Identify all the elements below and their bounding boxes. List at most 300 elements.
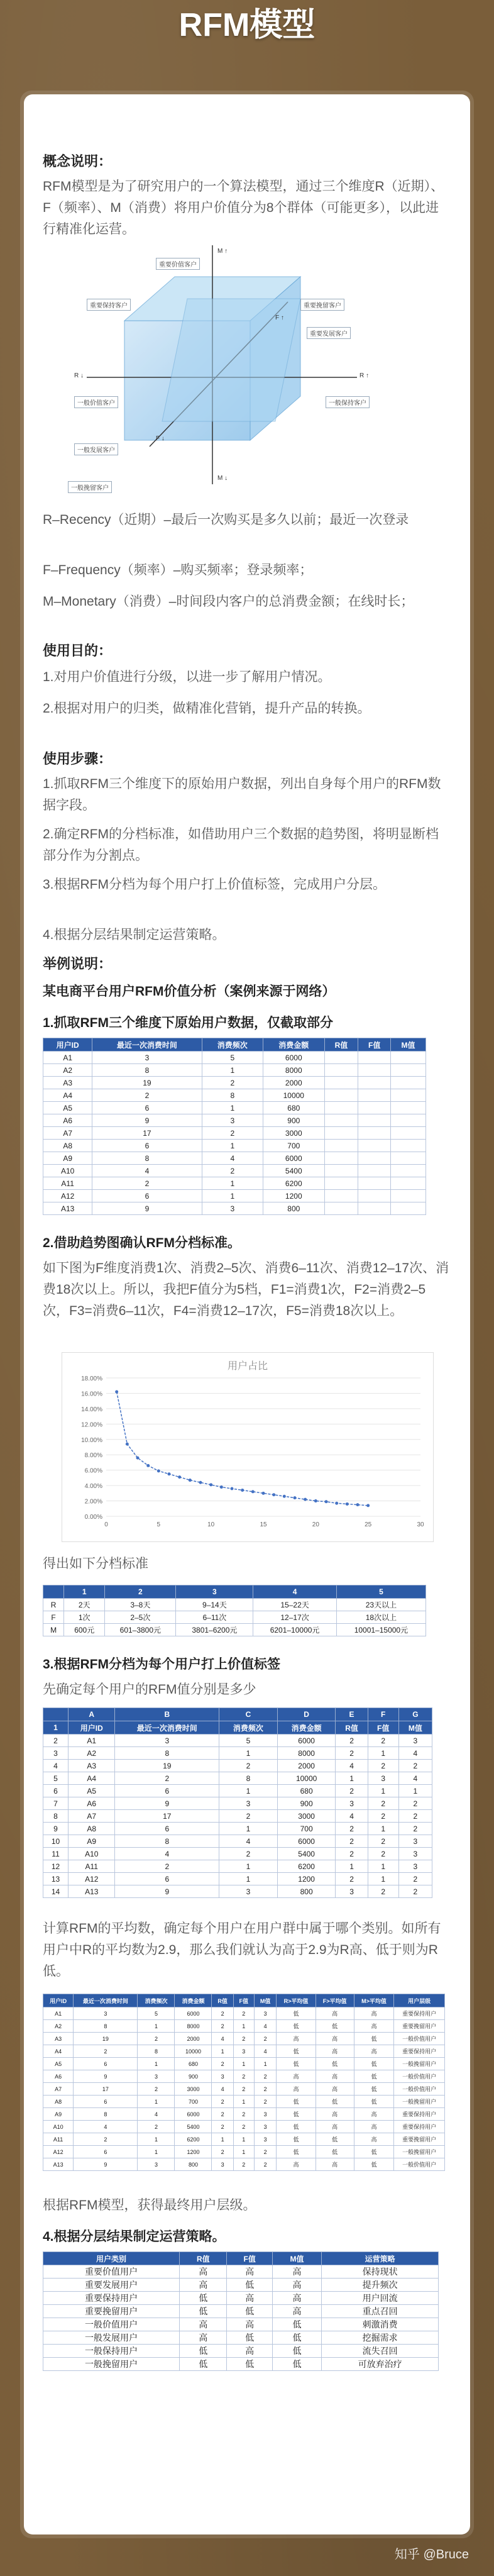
table-cell: 高 [316,2070,354,2083]
table-cell: A7 [69,1810,115,1823]
axis-r-up: R ↑ [360,372,369,379]
table-cell: 低 [277,2133,316,2146]
table-cell: A6 [43,2070,74,2083]
table-cell: 5 [138,2007,175,2020]
table-row [43,1848,432,1860]
raw-data-header: 消费频次 [202,1038,263,1052]
strategy-table [43,2251,439,2371]
table-cell: 低 [272,2318,321,2331]
user-ratio-chart [62,1352,434,1542]
table-cell: A2 [43,2020,74,2033]
table-cell: 10000 [175,2045,212,2058]
table-cell: 高 [354,2133,394,2146]
data-point [251,1490,255,1493]
table-cell: 重要发展用户 [43,2279,180,2292]
table-cell: 6 [92,1102,202,1114]
table-cell: 5400 [277,1848,336,1860]
table-cell: 1200 [263,1190,325,1202]
step-item-4: 4.根据分层结果制定运营策略。 [43,928,226,942]
table-cell: 高 [354,2108,394,2121]
table-cell: 8 [92,1152,202,1165]
table-cell: 3 [138,2158,175,2171]
cube-label-4: 重要挽留客户 [300,299,344,311]
strategy-table-wrap [43,2251,439,2371]
step2-title: 2.借助趋势图确认RFM分档标准。 [43,1236,241,1250]
table-row [43,1772,432,1785]
table-cell: 2 [219,1848,278,1860]
table-cell: 7 [43,1797,69,1810]
data-point [356,1503,360,1506]
table-cell: A9 [69,1835,115,1848]
table-cell: 低 [227,2279,272,2292]
table-row [43,1140,426,1152]
table-row [43,1885,432,1898]
table-row [43,1823,432,1835]
table-cell: 800 [175,2158,212,2171]
table-cell: 2 [398,1885,432,1898]
table-cell: 3 [336,1885,368,1898]
table-cell: 2 [212,2007,233,2020]
table-cell: 1 [138,2058,175,2070]
table-cell: 3 [43,1747,69,1760]
table-cell: 8000 [175,2020,212,2033]
table-cell: 2 [233,2158,254,2171]
table-cell: 800 [263,1202,325,1215]
table-cell: 18次以上 [336,1611,425,1624]
table-cell: 1 [138,2146,175,2158]
table-cell: 保持现状 [322,2265,439,2279]
table-cell [358,1127,391,1140]
table-cell: 高 [354,2007,394,2020]
table-cell: 1 [202,1190,263,1202]
table-cell: 3 [254,2108,277,2121]
y-tick-label: 8.00% [84,1452,102,1460]
table-cell: 2 [74,2133,138,2146]
table-cell: 2 [368,1885,398,1898]
table-cell: A10 [43,2121,74,2133]
y-tick-label: 2.00% [84,1498,102,1506]
table-cell: 6200 [175,2133,212,2146]
table-cell: 8 [43,1810,69,1823]
table-cell: 3 [202,1114,263,1127]
threshold-header: 2 [105,1585,176,1599]
table-cell: 1 [212,2045,233,2058]
table-cell: 1 [368,1747,398,1760]
data-point [168,1472,171,1475]
table-cell: A8 [43,1140,92,1152]
step-item-3: 3.根据RFM分档为每个用户打上价值标签，完成用户分层。 [43,877,386,892]
table-cell: 2 [368,1760,398,1772]
x-tick-label: 25 [365,1521,372,1528]
table-cell: 2 [212,2096,233,2108]
table-cell: 低 [277,2007,316,2020]
table-row [43,1747,432,1760]
table-row [43,1735,432,1747]
raw-data-header: R值 [324,1038,358,1052]
table-cell: 低 [272,2345,321,2358]
table-cell: 2 [138,2083,175,2096]
table-cell: 6 [115,1873,219,1885]
table-cell [358,1064,391,1077]
table-cell: A1 [43,1052,92,1064]
table-cell: 1次 [64,1611,105,1624]
table-cell: 1 [219,1860,278,1873]
table-cell: 2 [336,1735,368,1747]
table-cell: 3 [233,2045,254,2058]
table-cell: 2 [138,2121,175,2133]
table-row [43,1599,426,1611]
rfm-score-header: 消费频次 [219,1721,278,1735]
table-cell: A5 [69,1785,115,1797]
raw-data-header: 最近一次消费时间 [92,1038,202,1052]
step-item-1: 1.抓取RFM三个维度下的原始用户数据，列出自身每个用户的RFM数据字段。 [43,777,441,813]
table-cell: 800 [277,1885,336,1898]
x-tick-label: 30 [417,1521,424,1528]
table-cell [391,1190,426,1202]
steps-heading: 使用步骤： [43,751,113,767]
table-cell [358,1165,391,1177]
table-cell: 低 [277,2045,316,2058]
table-cell: 4 [43,1760,69,1772]
table-cell [358,1177,391,1190]
table-cell: 高 [227,2345,272,2358]
table-row [43,2007,445,2020]
table-cell: 低 [354,2158,394,2171]
y-tick-label: 14.00% [81,1406,102,1413]
table-cell: 低 [180,2345,227,2358]
table-cell [324,1140,358,1152]
example-heading: 举例说明： [43,956,113,972]
table-cell: A5 [43,1102,92,1114]
table-cell: A3 [43,2033,74,2045]
table-cell: 2 [368,1848,398,1860]
table-cell: 1 [336,1772,368,1785]
layer-header: 用户层级 [394,1994,445,2007]
example-subheading: 某电商平台用户RFM价值分析（案例来源于网络） [43,984,336,999]
table-cell: 3 [398,1735,432,1747]
rfm-score-table-wrap [43,1707,432,1898]
table-cell: 9 [43,1823,69,1835]
table-cell: 1 [202,1102,263,1114]
table-cell: 2000 [175,2033,212,2045]
data-point [126,1443,129,1446]
excel-col-header: C [219,1708,278,1721]
table-row [43,2279,439,2292]
rfm-score-header: 消费金额 [277,1721,336,1735]
threshold-header: 3 [176,1585,253,1599]
table-cell: 2 [336,1873,368,1885]
def-recency: R–Recency（近期）–最后一次购买是多久以前；最近一次登录 [43,513,409,527]
table-cell: 2 [43,1735,69,1747]
table-cell: 4 [92,1165,202,1177]
layer-table [43,1994,445,2171]
y-tick-label: 0.00% [84,1514,102,1521]
step2-after: 得出如下分档标准 [43,1557,148,1571]
table-cell: 2 [233,2108,254,2121]
table-cell: 600元 [64,1624,105,1636]
table-cell: 6 [74,2058,138,2070]
table-cell: 一般挽留用户 [43,2358,180,2371]
table-cell: 高 [180,2265,227,2279]
table-cell: 9 [74,2158,138,2171]
table-cell: 19 [92,1077,202,1089]
table-cell: 低 [227,2331,272,2345]
table-cell: A12 [43,2146,74,2158]
table-cell: 2000 [263,1077,325,1089]
table-cell: 低 [316,2096,354,2108]
table-cell [324,1152,358,1165]
table-cell: 2 [233,2070,254,2083]
purpose-item-1: 1.对用户价值进行分级，以进一步了解用户情况。 [43,670,331,684]
table-cell: 3 [92,1052,202,1064]
table-cell: 8 [138,2045,175,2058]
cube-label-3: 重要发展客户 [307,327,351,339]
axis-f-up: F ↑ [275,314,284,321]
table-cell: 高 [180,2318,227,2331]
table-row [43,1611,426,1624]
table-cell: 2 [398,1760,432,1772]
table-cell: 5400 [175,2121,212,2133]
table-row [43,2358,439,2371]
x-tick-label: 20 [312,1521,319,1528]
table-cell: 4 [212,2083,233,2096]
table-cell: 低 [277,2020,316,2033]
table-cell: A12 [43,1190,92,1202]
table-row [43,1624,426,1636]
table-cell [324,1127,358,1140]
table-cell: 900 [175,2070,212,2083]
data-point [136,1457,140,1460]
table-cell: A12 [69,1873,115,1885]
table-cell: 可放弃治疗 [322,2358,439,2371]
table-cell: 8000 [277,1747,336,1760]
table-cell: 6000 [175,2007,212,2020]
table-cell: 6 [92,1190,202,1202]
table-cell: 低 [272,2358,321,2371]
rfm-score-header: 最近一次消费时间 [115,1721,219,1735]
table-row [43,2265,439,2279]
table-cell [358,1089,391,1102]
table-cell: 重要保持用户 [394,2007,445,2020]
step1-title: 1.抓取RFM三个维度下原始用户数据，仅截取部分 [43,1016,333,1030]
table-cell [391,1089,426,1102]
data-point [241,1489,244,1492]
table-cell: 8 [115,1747,219,1760]
table-cell: 低 [354,2033,394,2045]
table-row [43,1810,432,1823]
table-cell: 2 [212,2121,233,2133]
table-cell: 高 [316,2121,354,2133]
table-cell: 2 [212,2020,233,2033]
table-cell: A11 [43,2133,74,2146]
table-cell: 2 [254,2158,277,2171]
table-cell: 700 [175,2096,212,2108]
table-cell: 900 [263,1114,325,1127]
table-cell: 2 [368,1810,398,1823]
table-cell: 8 [74,2020,138,2033]
table-cell: 1 [336,1860,368,1873]
table-cell: 用户回流 [322,2292,439,2305]
excel-col-header: F [368,1708,398,1721]
table-row [43,1760,432,1772]
table-cell: 2 [254,2083,277,2096]
table-cell: 3 [115,1735,219,1747]
y-tick-label: 18.00% [81,1375,102,1382]
table-cell: 4 [115,1848,219,1860]
table-cell: 8 [115,1835,219,1848]
table-cell: 19 [74,2033,138,2045]
table-cell: 6000 [263,1052,325,1064]
table-cell: 高 [277,2033,316,2045]
table-cell: 一般保持用户 [43,2345,180,2358]
table-cell: 低 [354,2070,394,2083]
table-cell: 2 [74,2045,138,2058]
table-cell: 刺激消费 [322,2318,439,2331]
table-cell: 2 [336,1835,368,1848]
data-point [272,1493,275,1496]
table-cell: 高 [354,2020,394,2033]
table-cell: 低 [316,2020,354,2033]
table-cell: 2 [212,2108,233,2121]
table-cell: 2 [398,1873,432,1885]
threshold-header: 1 [64,1585,105,1599]
table-row [43,1127,426,1140]
raw-data-table-wrap [43,1038,426,1215]
table-cell: 5 [43,1772,69,1785]
table-cell [324,1165,358,1177]
table-cell: 2 [138,2033,175,2045]
table-cell: 2 [233,2121,254,2133]
table-cell [324,1077,358,1089]
rfm-score-header: 1 [43,1721,69,1735]
table-cell: 2000 [277,1760,336,1772]
y-tick-label: 16.00% [81,1391,102,1398]
table-cell [358,1114,391,1127]
table-cell: 3 [202,1202,263,1215]
table-row [43,1052,426,1064]
table-cell: 3 [398,1848,432,1860]
table-cell: 1200 [175,2146,212,2158]
table-cell [358,1102,391,1114]
data-point [346,1502,349,1506]
excel-col-header: E [336,1708,368,1721]
data-point [199,1481,202,1484]
table-cell: 1200 [277,1873,336,1885]
data-point [209,1483,212,1486]
table-cell [391,1102,426,1114]
table-cell: 2 [368,1797,398,1810]
x-tick-label: 10 [207,1521,215,1528]
table-cell: 2 [92,1177,202,1190]
table-cell: 4 [398,1747,432,1760]
table-cell: 重要保持用户 [43,2292,180,2305]
table-row [43,1064,426,1077]
table-cell: 3 [254,2133,277,2146]
rfm-cube-svg [62,239,432,497]
layer-header: M值 [254,1994,277,2007]
raw-data-header: F值 [358,1038,391,1052]
x-tick-label: 15 [260,1521,267,1528]
table-cell: 2 [254,2146,277,2158]
strategy-header: 用户类别 [43,2252,180,2265]
table-cell [358,1052,391,1064]
table-cell: 4 [202,1152,263,1165]
table-cell: 低 [277,2058,316,2070]
table-cell: 1 [219,1823,278,1835]
table-cell: 低 [272,2331,321,2345]
table-cell: 2 [368,1835,398,1848]
table-cell: 4 [254,2020,277,2033]
table-cell: 9–14天 [176,1599,253,1611]
table-cell: 1 [202,1177,263,1190]
table-cell: 高 [354,2121,394,2133]
step3-text: 先确定每个用户的RFM值分别是多少 [43,1682,256,1697]
axis-m-up: M ↑ [217,248,228,255]
table-cell: 4 [336,1760,368,1772]
table-row [43,1089,426,1102]
table-cell: 9 [92,1202,202,1215]
table-cell: 2 [202,1077,263,1089]
rfm-score-header: M值 [398,1721,432,1735]
table-cell: 重要保持用户 [394,2108,445,2121]
table-cell: 一般价值用户 [394,2070,445,2083]
table-cell: 2 [115,1860,219,1873]
rfm-score-table [43,1707,432,1898]
table-cell: 3 [254,2007,277,2020]
data-point [335,1502,338,1505]
table-cell [391,1052,426,1064]
table-cell: 一般挽留用户 [394,2146,445,2158]
table-cell: 10001–15000元 [336,1624,425,1636]
table-cell: A3 [43,1077,92,1089]
table-cell: 900 [277,1797,336,1810]
table-row [43,2108,445,2121]
data-point [262,1492,265,1495]
table-cell: 14 [43,1885,69,1898]
table-cell: 3 [254,2121,277,2133]
excel-col-header [43,1708,69,1721]
table-cell: 8 [92,1064,202,1077]
table-cell: 6–11次 [176,1611,253,1624]
table-cell [391,1114,426,1127]
table-cell: 3 [398,1860,432,1873]
table-cell: 2 [336,1747,368,1760]
table-cell: A6 [69,1797,115,1810]
table-cell: 1 [212,2133,233,2146]
table-cell: 1 [219,1873,278,1885]
table-cell: 重要价值用户 [43,2265,180,2279]
table-cell [391,1064,426,1077]
table-cell: 一般价值用户 [394,2083,445,2096]
table-cell: 601–3800元 [105,1624,176,1636]
table-cell: 低 [227,2358,272,2371]
table-cell: 680 [277,1785,336,1797]
rfm-cube-diagram [62,239,432,497]
table-cell: 1 [233,2146,254,2158]
layer-header: 消费频次 [138,1994,175,2007]
table-cell: A9 [43,2108,74,2121]
table-cell: 4 [138,2108,175,2121]
table-cell: 1 [138,2020,175,2033]
data-point [157,1469,160,1472]
table-cell: 提升频次 [322,2279,439,2292]
table-cell: A13 [43,2158,74,2171]
table-cell: 5 [202,1052,263,1064]
table-cell: 12 [43,1860,69,1873]
table-cell: 低 [277,2108,316,2121]
strategy-header: M值 [272,2252,321,2265]
table-cell: 4 [254,2045,277,2058]
